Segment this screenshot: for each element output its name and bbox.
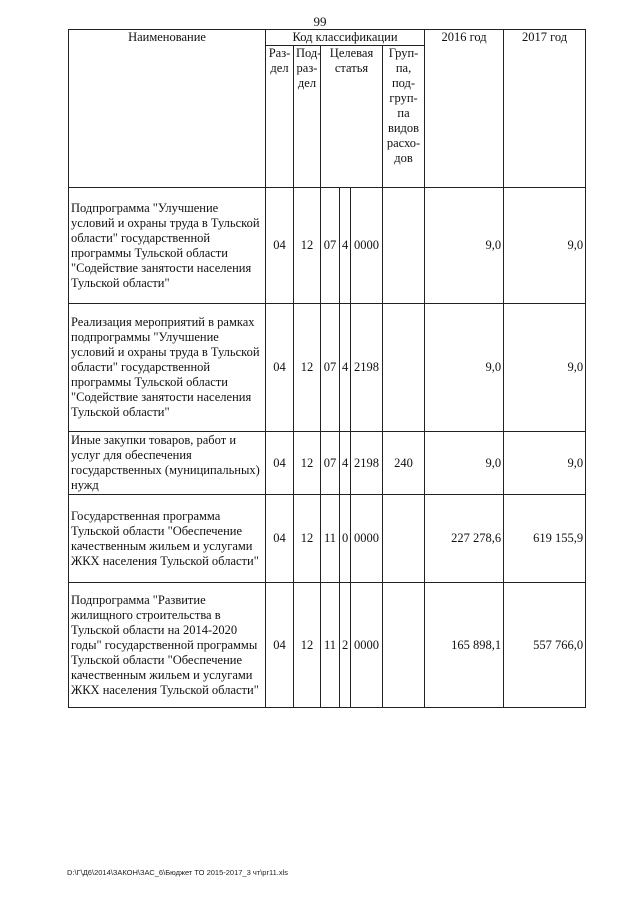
row-subsection: 12 — [294, 432, 321, 495]
row-amount-2016: 9,0 — [425, 432, 504, 495]
row-target-subprogram: 4 — [340, 188, 351, 304]
table-header — [69, 30, 586, 188]
row-name: Государственная программа Тульской области "Обеспечение качественным жильем и услугами ЖКХ населения Тульской области" — [69, 495, 266, 583]
row-target-program: 07 — [321, 304, 340, 432]
row-subsection: 12 — [294, 495, 321, 583]
row-target-direction: 2198 — [351, 432, 383, 495]
budget-table — [68, 29, 586, 708]
row-target-subprogram: 4 — [340, 432, 351, 495]
row-expense-group: 240 — [383, 432, 425, 495]
table-row — [69, 583, 586, 708]
row-expense-group — [383, 495, 425, 583]
header-year-2017: 2017 год — [504, 30, 586, 188]
table-row — [69, 495, 586, 583]
row-name: Подпрограмма "Улучшение условий и охраны труда в Тульской области" государственной программы Тульской области "Содействие занятости населения Тульской области" — [69, 188, 266, 304]
row-target-program: 11 — [321, 583, 340, 708]
row-target-subprogram: 4 — [340, 304, 351, 432]
header-section: Раз- дел — [266, 46, 294, 188]
table-row — [69, 304, 586, 432]
row-subsection: 12 — [294, 188, 321, 304]
row-amount-2017: 9,0 — [504, 304, 586, 432]
row-target-subprogram: 2 — [340, 583, 351, 708]
row-section: 04 — [266, 304, 294, 432]
row-amount-2016: 227 278,6 — [425, 495, 504, 583]
header-expense-group: Груп- па, под- груп- па видов расхо- дов — [383, 46, 425, 188]
row-target-direction: 0000 — [351, 495, 383, 583]
row-target-program: 07 — [321, 188, 340, 304]
header-subsection: Под- раз- дел — [294, 46, 321, 188]
row-name: Реализация мероприятий в рамках подпрограммы "Улучшение условий и охраны труда в Тульской области" государственной программы Тульской области "Содействие занятости населения Тульской области" — [69, 304, 266, 432]
row-amount-2017: 9,0 — [504, 432, 586, 495]
row-amount-2017: 557 766,0 — [504, 583, 586, 708]
row-name: Иные закупки товаров, работ и услуг для обеспечения государственных (муниципальных) нужд — [69, 432, 266, 495]
row-section: 04 — [266, 188, 294, 304]
row-amount-2016: 9,0 — [425, 304, 504, 432]
row-section: 04 — [266, 583, 294, 708]
header-target-item: Целевая статья — [321, 46, 383, 188]
page-number: 99 — [313, 14, 327, 29]
header-code-group: Код классификации — [266, 30, 425, 46]
row-expense-group — [383, 188, 425, 304]
row-target-direction: 0000 — [351, 583, 383, 708]
row-section: 04 — [266, 432, 294, 495]
table-row — [69, 188, 586, 304]
row-amount-2017: 9,0 — [504, 188, 586, 304]
table-body — [69, 188, 586, 708]
header-name: Наименование — [69, 30, 266, 188]
row-target-program: 07 — [321, 432, 340, 495]
row-expense-group — [383, 304, 425, 432]
row-target-direction: 2198 — [351, 304, 383, 432]
row-amount-2016: 165 898,1 — [425, 583, 504, 708]
row-expense-group — [383, 583, 425, 708]
row-target-program: 11 — [321, 495, 340, 583]
row-subsection: 12 — [294, 304, 321, 432]
row-target-direction: 0000 — [351, 188, 383, 304]
header-year-2016: 2016 год — [425, 30, 504, 188]
row-subsection: 12 — [294, 583, 321, 708]
row-name: Подпрограмма "Развитие жилищного строительства в Тульской области на 2014-2020 годы" государственной программы Тульской области "Обеспечение качественным жильем и услугами ЖКХ населения Тульской области" — [69, 583, 266, 708]
row-amount-2016: 9,0 — [425, 188, 504, 304]
footer-file-path: D:\Г\Д6\2014\ЗАКОН\ЗАС_6\Бюджет ТО 2015-2017_3 чт\pr11.xls — [67, 868, 288, 877]
row-amount-2017: 619 155,9 — [504, 495, 586, 583]
row-target-subprogram: 0 — [340, 495, 351, 583]
table-row — [69, 432, 586, 495]
row-section: 04 — [266, 495, 294, 583]
